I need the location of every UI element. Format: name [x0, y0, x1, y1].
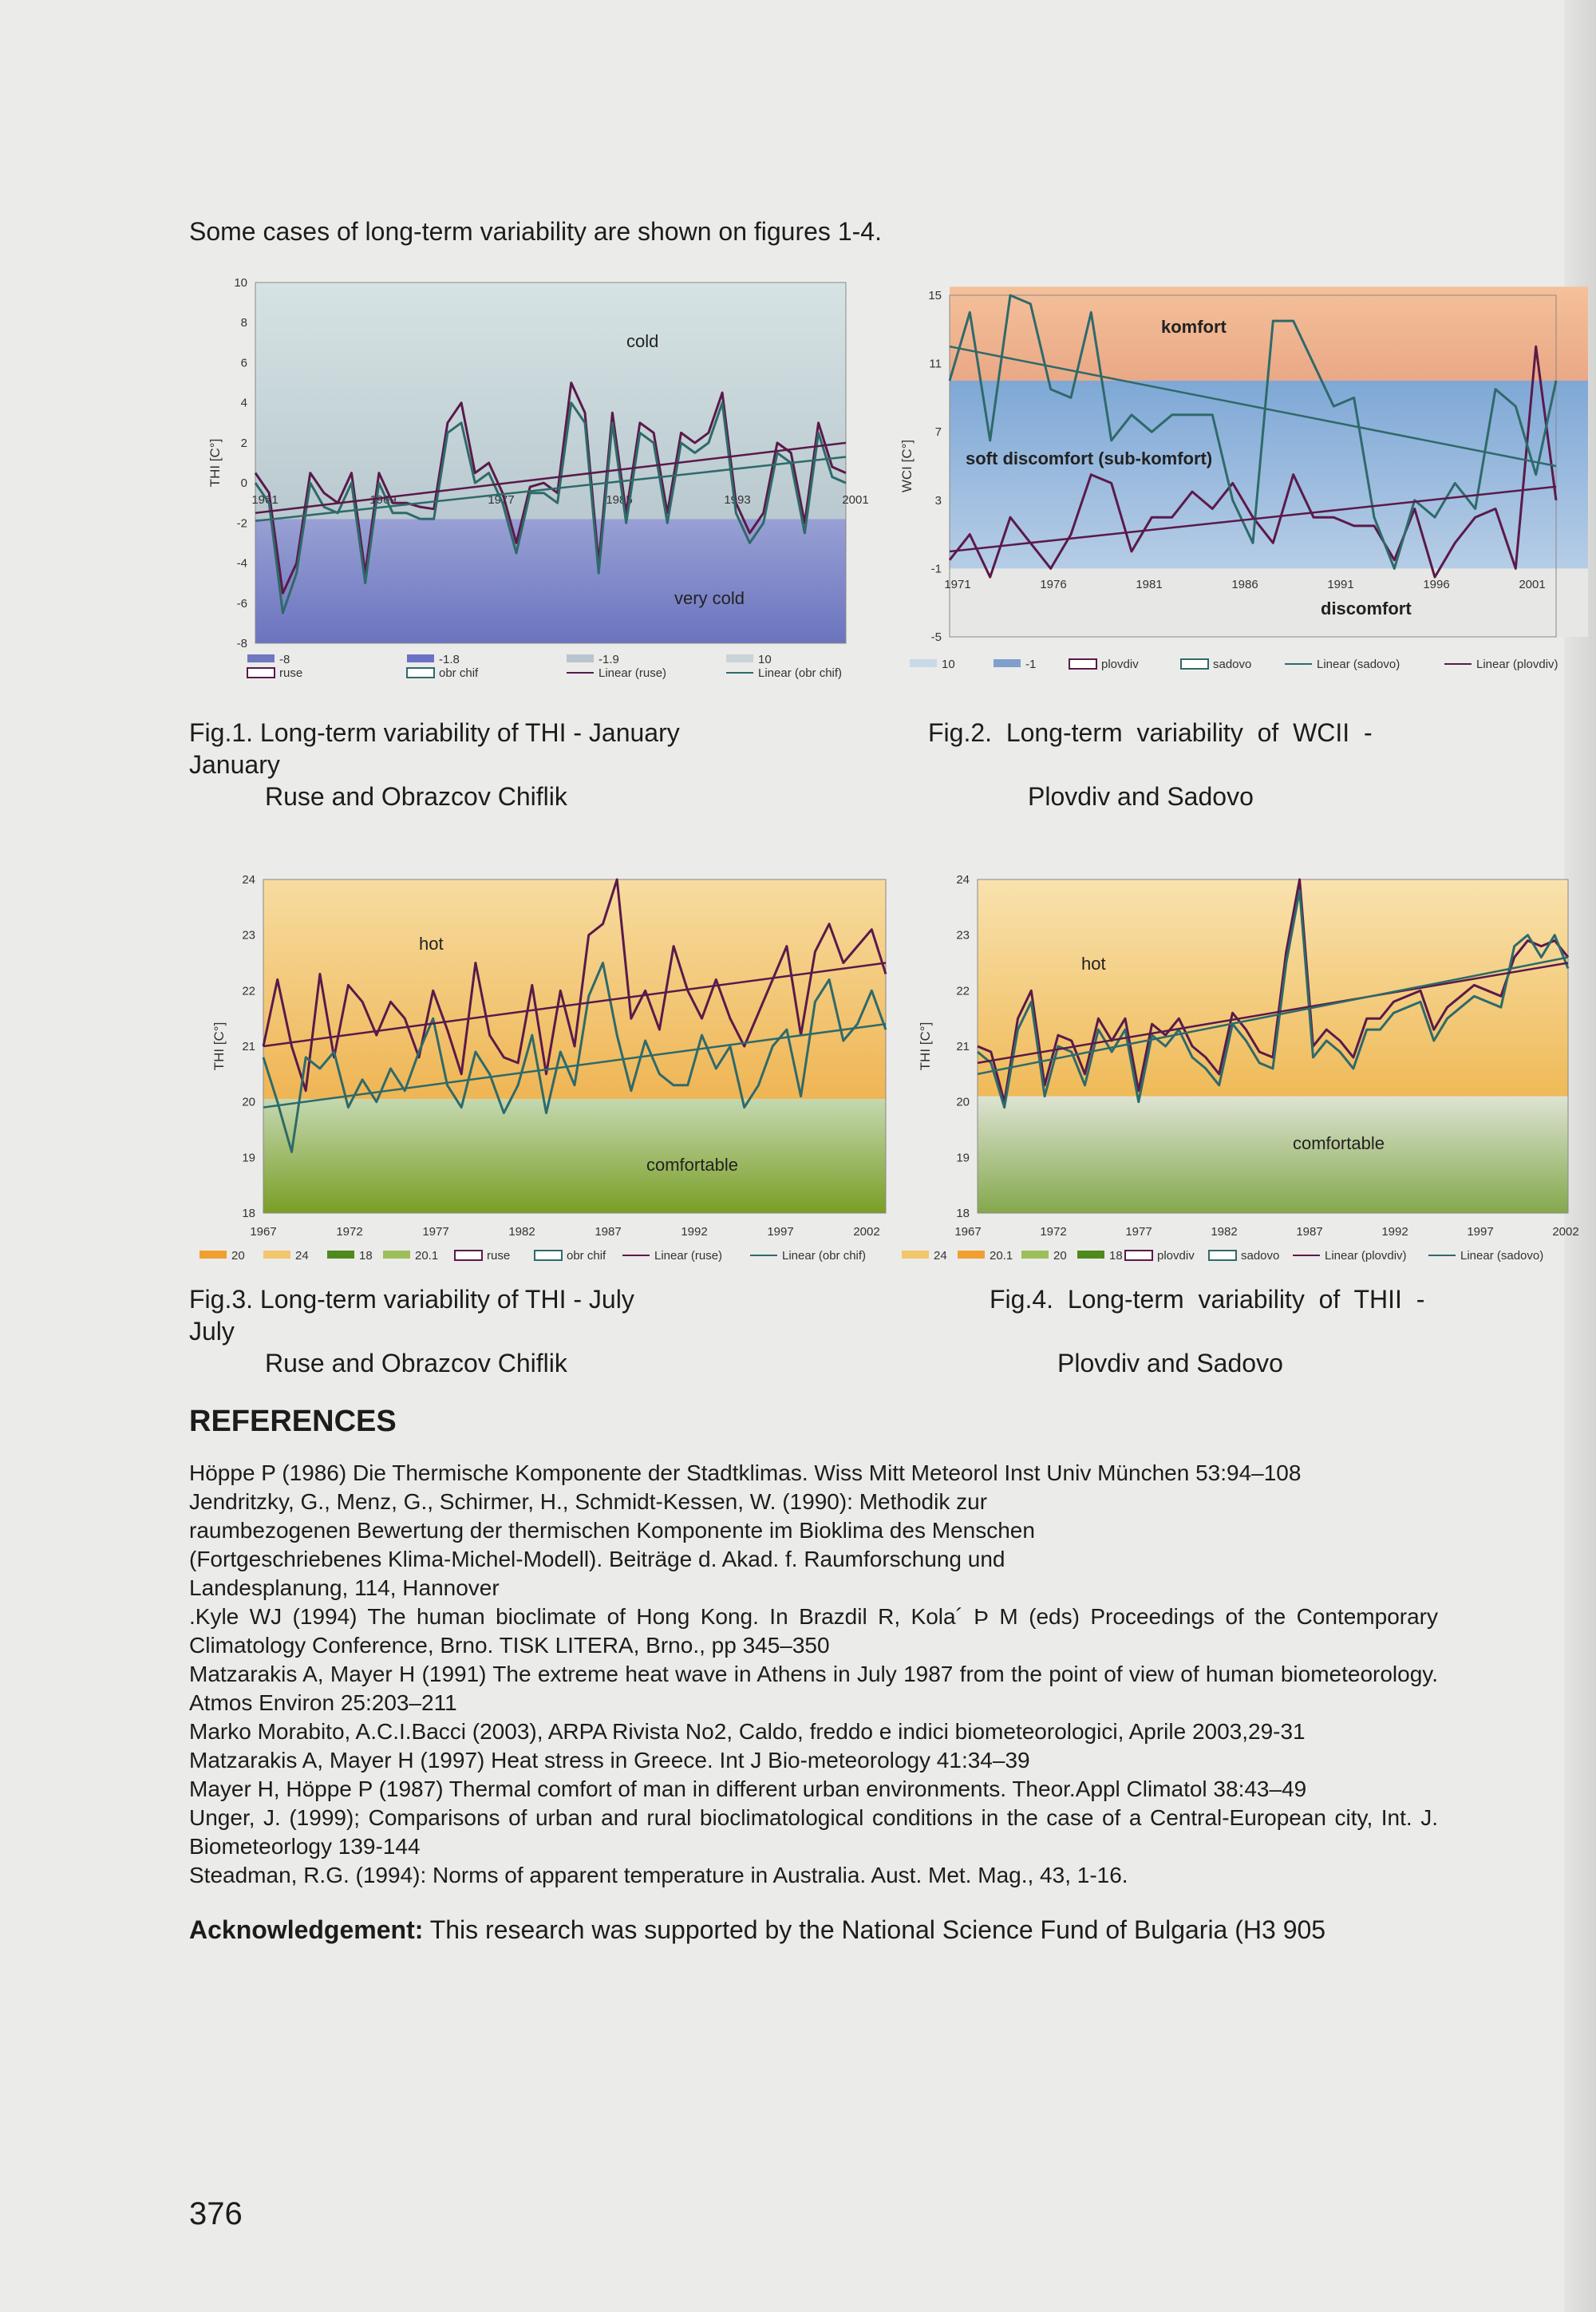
legend-label: ruse	[487, 1249, 511, 1263]
legend-label: 20	[231, 1249, 245, 1263]
x-tick-label: 1987	[1296, 1225, 1323, 1239]
y-tick-label: 22	[242, 984, 255, 998]
y-tick-label: 21	[956, 1040, 970, 1053]
legend-swatch	[327, 1251, 354, 1259]
x-tick-label: 1961	[251, 493, 279, 507]
legend-box	[1125, 1251, 1152, 1260]
fig1-zone-0	[255, 283, 846, 519]
y-tick-label: 21	[242, 1040, 255, 1053]
y-tick-label: 19	[242, 1151, 255, 1165]
x-tick-label: 1972	[1040, 1225, 1067, 1239]
y-tick-label: -5	[930, 630, 942, 644]
legend-box	[407, 668, 434, 678]
legend-label: 24	[295, 1249, 309, 1263]
x-tick-label: 1969	[369, 493, 397, 507]
y-tick-label: 22	[956, 984, 970, 998]
legend-box	[247, 668, 275, 678]
zone-label: very cold	[674, 588, 745, 608]
x-tick-label: 1967	[954, 1225, 982, 1239]
x-tick-label: 1992	[1381, 1225, 1408, 1239]
figure-1-subtitle: Ruse and Obrazcov Chiflik	[265, 782, 567, 811]
figure-2-caption	[928, 717, 1439, 812]
figure-4-chart	[902, 870, 1588, 1269]
y-tick-label: 6	[240, 356, 247, 370]
legend-label: Linear (plovdiv)	[1476, 658, 1558, 671]
reference-item: Mayer H, Höppe P (1987) Thermal comfort of man in different urban environments. Theor.Appl Climatol 38:43–49	[189, 1776, 1307, 1801]
y-axis-label: THI [C°]	[918, 1022, 933, 1071]
zone-label: comfortable	[646, 1155, 738, 1175]
x-tick-label: 1981	[1136, 578, 1163, 591]
y-tick-label: 20	[956, 1095, 970, 1109]
x-tick-label: 1971	[944, 578, 971, 591]
legend-swatch	[726, 654, 753, 662]
y-tick-label: 19	[956, 1151, 970, 1165]
y-tick-label: 2	[240, 436, 247, 450]
page-number: 376	[189, 2196, 243, 2231]
legend-label: -8	[279, 653, 290, 666]
legend-box	[455, 1251, 482, 1260]
y-tick-label: 23	[242, 928, 255, 943]
figure-4-caption	[990, 1283, 1440, 1379]
legend-label: 20.1	[990, 1249, 1013, 1263]
figure-2-caption-title: Fig.2. Long-term variability of WCII -	[928, 718, 1373, 747]
figure-4-subtitle: Plovdiv and Sadovo	[1057, 1349, 1283, 1377]
figure-1-chart	[203, 275, 869, 690]
zone-label: hot	[1081, 954, 1106, 974]
reference-item: Matzarakis A, Mayer H (1997) Heat stress in Greece. Int J Bio-meteorology 41:34–39	[189, 1748, 1030, 1773]
y-axis-label: THI [C°]	[207, 438, 223, 488]
figure-3-caption-title: Fig.3. Long-term variability of THI - July	[189, 1285, 634, 1314]
legend-label: 18	[1109, 1249, 1123, 1263]
legend-label: Linear (ruse)	[598, 666, 667, 680]
reference-item: raumbezogenen Bewertung der thermischen Komponente im Bioklima des Menschen	[189, 1518, 1035, 1543]
x-tick-label: 2001	[842, 493, 869, 507]
zone-label: comfortable	[1293, 1133, 1385, 1153]
y-tick-label: -2	[236, 516, 247, 531]
x-tick-label: 1976	[1040, 578, 1067, 591]
legend-label: obr chif	[439, 666, 479, 680]
legend-swatch	[910, 659, 937, 667]
x-tick-label: 1985	[606, 493, 633, 507]
fig3-zone-1	[263, 1099, 886, 1213]
legend-swatch	[1077, 1251, 1104, 1259]
x-tick-label: 2002	[1552, 1225, 1579, 1239]
y-tick-label: 11	[929, 357, 942, 371]
legend-swatch	[567, 654, 594, 662]
figure-4	[902, 870, 1588, 1269]
zone-label: soft discomfort (sub-komfort)	[966, 449, 1213, 468]
fig4-zone-1	[978, 1097, 1568, 1213]
x-tick-label: 1977	[422, 1225, 449, 1239]
y-tick-label: 18	[956, 1207, 970, 1220]
x-tick-label: 1987	[595, 1225, 622, 1239]
zone-label: cold	[626, 331, 659, 351]
legend-label: 10	[758, 653, 772, 666]
legend-label: Linear (obr chif)	[758, 666, 843, 680]
legend-label: Linear (obr chif)	[782, 1249, 867, 1263]
x-tick-label: 1997	[1467, 1225, 1494, 1239]
legend-label: sadovo	[1241, 1249, 1280, 1263]
y-tick-label: 23	[956, 928, 970, 943]
legend-label: Linear (ruse)	[654, 1249, 723, 1263]
figure-1-caption-cont: January	[189, 750, 280, 779]
reference-item: Steadman, R.G. (1994): Norms of apparent temperature in Australia. Aust. Met. Mag., 43, 1-16.	[189, 1863, 1128, 1887]
y-tick-label: 20	[242, 1095, 255, 1109]
zone-label: hot	[419, 934, 444, 954]
x-tick-label: 1986	[1231, 578, 1258, 591]
references-heading: REFERENCES	[189, 1405, 397, 1438]
legend-swatch	[200, 1251, 227, 1259]
y-tick-label: 8	[240, 316, 247, 330]
x-tick-label: 2002	[853, 1225, 880, 1239]
legend-label: 24	[934, 1249, 947, 1263]
figure-3-chart	[200, 870, 902, 1269]
legend-label: 10	[942, 658, 955, 671]
y-tick-label: -8	[236, 637, 247, 650]
x-tick-label: 1977	[1125, 1225, 1152, 1239]
legend-box	[1181, 659, 1208, 669]
legend-swatch	[994, 659, 1021, 667]
legend-swatch	[407, 654, 434, 662]
y-tick-label: -1	[930, 562, 942, 576]
acknowledgement	[189, 1915, 1325, 1945]
legend-label: -1.8	[439, 653, 460, 666]
y-tick-label: 3	[934, 493, 942, 508]
x-tick-label: 1982	[508, 1225, 535, 1239]
legend-label: 20	[1053, 1249, 1067, 1263]
reference-item: Marko Morabito, A.C.I.Bacci (2003), ARPA Rivista No2, Caldo, freddo e indici biometeorologici, Aprile 2003,29-31	[189, 1719, 1306, 1744]
figure-3	[200, 870, 902, 1269]
figure-1	[203, 275, 869, 690]
x-tick-label: 1992	[681, 1225, 708, 1239]
legend-label: sadovo	[1213, 658, 1252, 671]
x-tick-label: 1972	[336, 1225, 363, 1239]
y-tick-label: 4	[240, 396, 247, 410]
reference-item: Landesplanung, 114, Hannover	[189, 1575, 500, 1600]
legend-swatch	[902, 1251, 929, 1259]
legend-swatch	[383, 1251, 410, 1259]
legend-label: plovdiv	[1157, 1249, 1195, 1263]
y-tick-label: -6	[236, 596, 247, 611]
legend-label: -1.9	[598, 653, 619, 666]
figure-3-caption	[189, 1283, 634, 1379]
y-tick-label: 10	[234, 276, 247, 290]
reference-item: (Fortgeschriebenes Klima-Michel-Modell). Beiträge d. Akad. f. Raumforschung und	[189, 1547, 1005, 1571]
figure-4-caption-title: Fig.4. Long-term variability of THII -	[990, 1285, 1425, 1314]
references-list	[189, 1459, 1438, 1890]
reference-item: Matzarakis A, Mayer H (1991) The extreme heat wave in Athens in July 1987 from the point of view of human biometeorology. Atmos Environ 25:203–211	[189, 1662, 1438, 1715]
fig1-zone-1	[255, 519, 846, 643]
legend-swatch	[263, 1251, 290, 1259]
figure-3-subtitle: Ruse and Obrazcov Chiflik	[265, 1349, 567, 1377]
legend-box	[535, 1251, 562, 1260]
y-tick-label: 24	[242, 873, 255, 887]
legend-label: plovdiv	[1101, 658, 1139, 671]
y-tick-label: 0	[240, 476, 247, 491]
figure-2-subtitle: Plovdiv and Sadovo	[1028, 782, 1254, 811]
figure-2-chart	[894, 271, 1596, 690]
legend-label: Linear (sadovo)	[1317, 658, 1400, 671]
acknowledgement-text: This research was supported by the National Science Fund of Bulgaria (H3 905	[423, 1915, 1326, 1944]
reference-item: .Kyle WJ (1994) The human bioclimate of Hong Kong. In Brazdil R, Kola´ Þ M (eds) Proceedings of the Contemporary Climatology Conference, Brno. TISK LITERA, Brno., pp 345–350	[189, 1604, 1438, 1658]
y-axis-label: THI [C°]	[211, 1022, 227, 1071]
legend-label: ruse	[279, 666, 303, 680]
reference-item: Unger, J. (1999); Comparisons of urban and rural bioclimatological conditions in the case of a Central-European city, Int. J. Biometeorlogy 139-144	[189, 1805, 1438, 1859]
intro-text: Some cases of long-term variability are shown on figures 1-4.	[189, 217, 882, 246]
legend-box	[1209, 1251, 1236, 1260]
legend-swatch	[958, 1251, 985, 1259]
x-tick-label: 1993	[724, 493, 751, 507]
y-tick-label: 15	[928, 289, 942, 302]
reference-item: Jendritzky, G., Menz, G., Schirmer, H., Schmidt-Kessen, W. (1990): Methodik zur	[189, 1489, 988, 1514]
legend-label: obr chif	[567, 1249, 606, 1263]
y-tick-label: 7	[934, 425, 942, 440]
zone-label: komfort	[1161, 317, 1227, 337]
x-tick-label: 1991	[1327, 578, 1354, 591]
x-tick-label: 1977	[488, 493, 515, 507]
legend-label: 20.1	[415, 1249, 439, 1263]
zone-label: discomfort	[1321, 599, 1412, 619]
x-tick-label: 2001	[1519, 578, 1546, 591]
x-tick-label: 1997	[767, 1225, 794, 1239]
acknowledgement-label: Acknowledgement:	[189, 1915, 424, 1944]
x-tick-label: 1982	[1211, 1225, 1238, 1239]
x-tick-label: 1967	[250, 1225, 277, 1239]
y-tick-label: 18	[242, 1207, 255, 1220]
legend-label: 18	[359, 1249, 373, 1263]
x-tick-label: 1996	[1423, 578, 1450, 591]
legend-label: Linear (plovdiv)	[1325, 1249, 1407, 1263]
legend-box	[1069, 659, 1096, 669]
legend-label: Linear (sadovo)	[1460, 1249, 1544, 1263]
reference-item: Höppe P (1986) Die Thermische Komponente der Stadtklimas. Wiss Mitt Meteorol Inst Univ München 53:94–108	[189, 1460, 1302, 1485]
figure-1-caption-title: Fig.1. Long-term variability of THI - January	[189, 718, 680, 747]
y-tick-label: 24	[956, 873, 970, 887]
figure-3-caption-cont: July	[189, 1317, 235, 1346]
legend-label: -1	[1025, 658, 1037, 671]
legend-swatch	[1021, 1251, 1049, 1259]
legend-swatch	[247, 654, 275, 662]
figure-1-caption	[189, 717, 680, 812]
y-axis-label: WCI [C°]	[899, 439, 915, 493]
figure-2	[894, 271, 1596, 690]
y-tick-label: -4	[236, 556, 247, 571]
